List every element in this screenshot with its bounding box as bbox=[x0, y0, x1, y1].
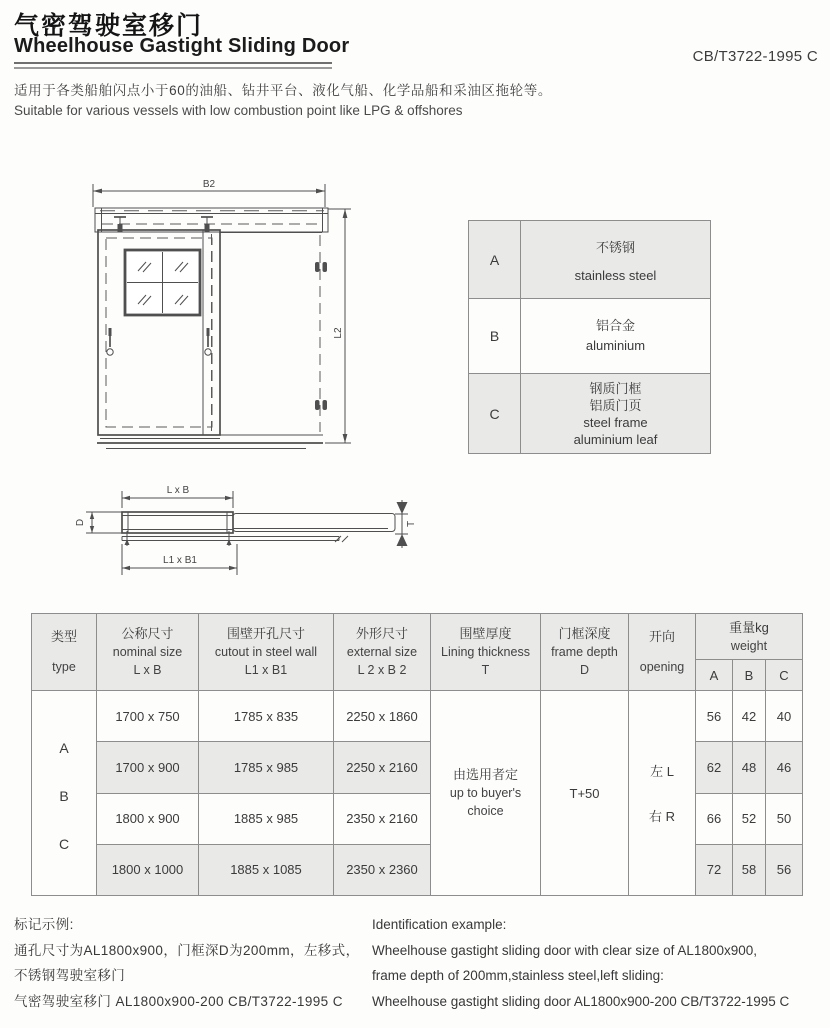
col-header-weight-b: B bbox=[733, 660, 766, 691]
weight-a-cell: 66 bbox=[696, 793, 733, 844]
type-letter-c: C bbox=[58, 836, 70, 852]
spec-header-row-1 bbox=[32, 614, 803, 660]
nominal-size-cell: 1700 x 900 bbox=[97, 742, 199, 793]
material-a-zh: 不锈钢 bbox=[595, 239, 635, 255]
weight-c-cell: 50 bbox=[766, 793, 803, 844]
front-view-drawing bbox=[58, 175, 358, 470]
nominal-size-cell: 1800 x 1000 bbox=[97, 844, 199, 895]
footer-right-line: Identification example: bbox=[372, 917, 507, 932]
type-letter-b: B bbox=[59, 788, 69, 804]
door-handle-left bbox=[107, 328, 113, 355]
col-header-frame-depth: 门框深度 frame depth D bbox=[541, 614, 629, 691]
weight-c-cell: 56 bbox=[766, 844, 803, 895]
col-header-external: 外形尺寸 external size L 2 x B 2 bbox=[334, 614, 431, 691]
col-header-weight: 重量kg weight bbox=[696, 614, 803, 660]
cutout-size-cell: 1785 x 835 bbox=[199, 691, 334, 742]
external-size-cell: 2350 x 2160 bbox=[334, 793, 431, 844]
wall-clamp-bottom bbox=[315, 400, 327, 410]
type-letters-cell bbox=[32, 691, 97, 896]
material-a-en: stainless steel bbox=[574, 267, 657, 283]
dim-label-t: T bbox=[406, 520, 417, 528]
weight-a-cell: 72 bbox=[696, 844, 733, 895]
external-size-cell: 2250 x 2160 bbox=[334, 742, 431, 793]
col-header-weight-a: A bbox=[696, 660, 733, 691]
material-c-zh1: 钢质门框 bbox=[589, 380, 642, 396]
type-letter-a: A bbox=[59, 740, 69, 756]
dim-label-b2: B2 bbox=[202, 179, 216, 190]
material-c-zh2: 铝质门页 bbox=[589, 397, 642, 413]
material-key-a: A bbox=[469, 221, 521, 299]
door-window bbox=[125, 250, 200, 315]
material-c-en2: aluminium leaf bbox=[573, 431, 658, 447]
weight-b-cell: 42 bbox=[733, 691, 766, 742]
footer-left-line: 不锈钢驾驶室移门 bbox=[14, 968, 126, 983]
weight-b-cell: 58 bbox=[733, 844, 766, 895]
page-title-chinese: 气密驾驶室移门 bbox=[14, 12, 204, 40]
footer-right-line: frame depth of 200mm,stainless steel,left sliding: bbox=[372, 968, 664, 983]
nominal-size-cell: 1700 x 750 bbox=[97, 691, 199, 742]
description-chinese: 适用于各类船舶闪点小于60的油船、钻井平台、液化气船、化学品船和采油区拖轮等。 bbox=[14, 83, 552, 98]
wall-clamp-top bbox=[315, 262, 327, 272]
top-view-drawing bbox=[58, 478, 418, 603]
material-key-b: B bbox=[469, 299, 521, 374]
identification-example-chinese bbox=[14, 912, 359, 1014]
dim-label-l1xb1: L1 x B1 bbox=[163, 555, 197, 566]
dim-label-d: D bbox=[75, 518, 86, 527]
weight-c-cell: 46 bbox=[766, 742, 803, 793]
col-header-type: 类型 type bbox=[32, 614, 97, 691]
material-b-zh: 铝合金 bbox=[595, 318, 635, 333]
material-row-a bbox=[469, 221, 711, 299]
dim-label-lxb: L x B bbox=[166, 485, 190, 496]
footer-left-line: 通孔尺寸为AL1800x900，门框深D为200mm，左移式， bbox=[14, 942, 360, 958]
lining-thickness-cell: 由选用者定 up to buyer's choice bbox=[431, 691, 541, 896]
frame-depth-cell: T+50 bbox=[541, 691, 629, 896]
footer-right-line: Wheelhouse gastight sliding door AL1800x900-200 CB/T3722-1995 C bbox=[372, 993, 790, 1009]
col-header-cutout: 围壁开孔尺寸 cutout in steel wall L1 x B1 bbox=[199, 614, 334, 691]
nominal-size-cell: 1800 x 900 bbox=[97, 793, 199, 844]
title-double-underline bbox=[14, 62, 332, 69]
col-header-weight-c: C bbox=[766, 660, 803, 691]
col-header-nominal: 公称尺寸 nominal size L x B bbox=[97, 614, 199, 691]
weight-b-cell: 48 bbox=[733, 742, 766, 793]
spec-table bbox=[31, 613, 803, 896]
materials-table bbox=[468, 220, 711, 454]
footer-left-line: 气密驾驶室移门 AL1800x900-200 CB/T3722-1995 C bbox=[14, 993, 343, 1009]
weight-a-cell: 62 bbox=[696, 742, 733, 793]
cutout-size-cell: 1885 x 985 bbox=[199, 793, 334, 844]
dim-label-l2: L2 bbox=[333, 327, 344, 339]
description-english: Suitable for various vessels with low combustion point like LPG & offshores bbox=[14, 103, 463, 118]
material-key-c: C bbox=[469, 374, 521, 454]
cutout-size-cell: 1885 x 1085 bbox=[199, 844, 334, 895]
external-size-cell: 2250 x 1860 bbox=[334, 691, 431, 742]
spec-row-1 bbox=[32, 691, 803, 742]
material-row-c bbox=[469, 374, 711, 454]
standard-code: CB/T3722-1995 C bbox=[692, 48, 818, 65]
material-b-en: aluminium bbox=[585, 338, 646, 353]
page-title-english: Wheelhouse Gastight Sliding Door bbox=[14, 35, 350, 57]
weight-c-cell: 40 bbox=[766, 691, 803, 742]
opening-cell: 左 L 右 R bbox=[629, 691, 696, 896]
footer-right-line: Wheelhouse gastight sliding door with clear size of AL1800x900, bbox=[372, 942, 757, 958]
footer-left-line: 标记示例: bbox=[14, 917, 74, 932]
weight-b-cell: 52 bbox=[733, 793, 766, 844]
material-c-en1: steel frame bbox=[583, 414, 648, 430]
external-size-cell: 2350 x 2360 bbox=[334, 844, 431, 895]
col-header-opening: 开向 opening bbox=[629, 614, 696, 691]
identification-example-english bbox=[372, 912, 789, 1014]
material-row-b bbox=[469, 299, 711, 374]
weight-a-cell: 56 bbox=[696, 691, 733, 742]
door-handle-right bbox=[205, 328, 211, 355]
cutout-size-cell: 1785 x 985 bbox=[199, 742, 334, 793]
col-header-lining: 围壁厚度 Lining thickness T bbox=[431, 614, 541, 691]
